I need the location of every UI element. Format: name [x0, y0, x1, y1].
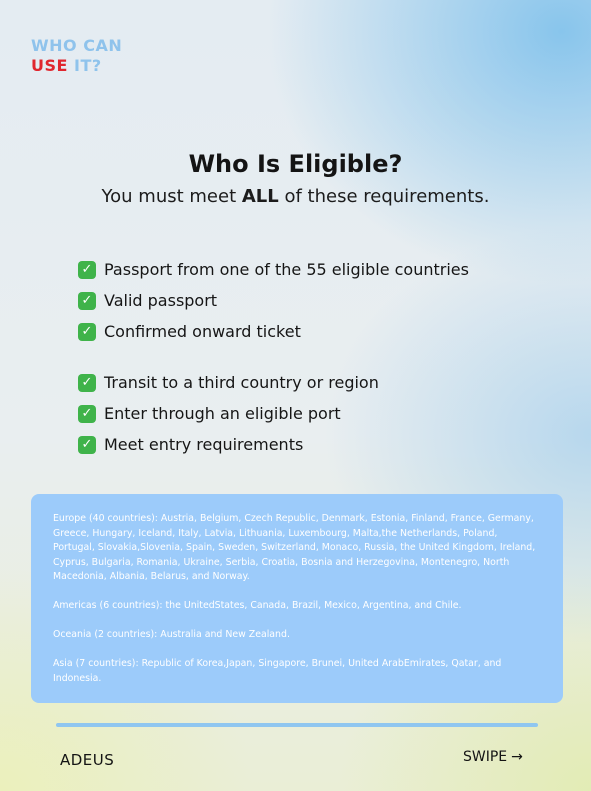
- brand-logo: ADEUS: [60, 751, 115, 769]
- arrow-right-icon: →: [511, 749, 523, 765]
- requirement-item: [78, 367, 469, 398]
- requirements-group-1: [78, 254, 469, 347]
- page-title: Who Is Eligible?: [188, 150, 403, 178]
- tagline-line-2: [31, 56, 122, 76]
- tagline-it: IT?: [74, 56, 102, 75]
- requirement-text: Enter through an eligible port: [104, 404, 341, 423]
- check-mark-icon: ✓: [78, 323, 96, 341]
- tagline: [31, 36, 122, 76]
- requirement-text: Transit to a third country or region: [104, 373, 379, 392]
- requirement-text: Confirmed onward ticket: [104, 322, 301, 341]
- requirement-text: Passport from one of the 55 eligible countries: [104, 260, 469, 279]
- requirement-item: [78, 285, 469, 316]
- check-mark-icon: ✓: [78, 374, 96, 392]
- countries-asia: Asia (7 countries): Republic of Korea,Japan, Singapore, Brunei, United ArabEmirates, Qatar, and Indonesia.: [53, 658, 502, 684]
- tagline-use: USE: [31, 56, 68, 75]
- countries-oceania: Oceania (2 countries): Australia and New Zealand.: [53, 629, 290, 640]
- subtitle-before: You must meet: [101, 186, 237, 207]
- check-mark-icon: ✓: [78, 405, 96, 423]
- check-mark-icon: ✓: [78, 292, 96, 310]
- requirement-text: Valid passport: [104, 291, 218, 310]
- subtitle-after: of these requirements.: [284, 186, 490, 207]
- requirement-item: [78, 429, 469, 460]
- footer-divider: [56, 723, 538, 727]
- check-mark-icon: ✓: [78, 261, 96, 279]
- eligible-countries-box: [31, 494, 563, 703]
- swipe-label: SWIPE: [463, 749, 508, 765]
- requirements-group-2: [78, 367, 469, 460]
- countries-europe: Europe (40 countries): Austria, Belgium, Czech Republic, Denmark, Estonia, Finland, France, Germany, Greece, Hungary, Iceland, Italy, Latvia, Lithuania, Luxembourg, Malta,the Netherlands, Poland, Portugal, Slovakia,Slovenia, Spain, Sweden, Switzerland, Monaco, Russia, the United Kingdom, Ireland, Cyprus, Bulgaria, Romania, Ukraine, Serbia, Croatia, Bosnia and Herzegovina, Montenegro, North Macedonia, Albania, Belarus, and Norway.: [53, 513, 536, 582]
- requirements-list: [78, 254, 469, 480]
- requirement-item: [78, 316, 469, 347]
- check-mark-icon: ✓: [78, 436, 96, 454]
- tagline-who-can: WHO CAN: [31, 36, 123, 55]
- requirement-item: [78, 398, 469, 429]
- page-subtitle: [0, 186, 591, 207]
- requirement-item: [78, 254, 469, 285]
- tagline-line-1: [31, 36, 122, 56]
- countries-americas: Americas (6 countries): the UnitedStates, Canada, Brazil, Mexico, Argentina, and Chile.: [53, 600, 462, 611]
- requirement-text: Meet entry requirements: [104, 435, 304, 454]
- swipe-indicator[interactable]: [463, 749, 523, 765]
- subtitle-emphasis: ALL: [241, 186, 279, 207]
